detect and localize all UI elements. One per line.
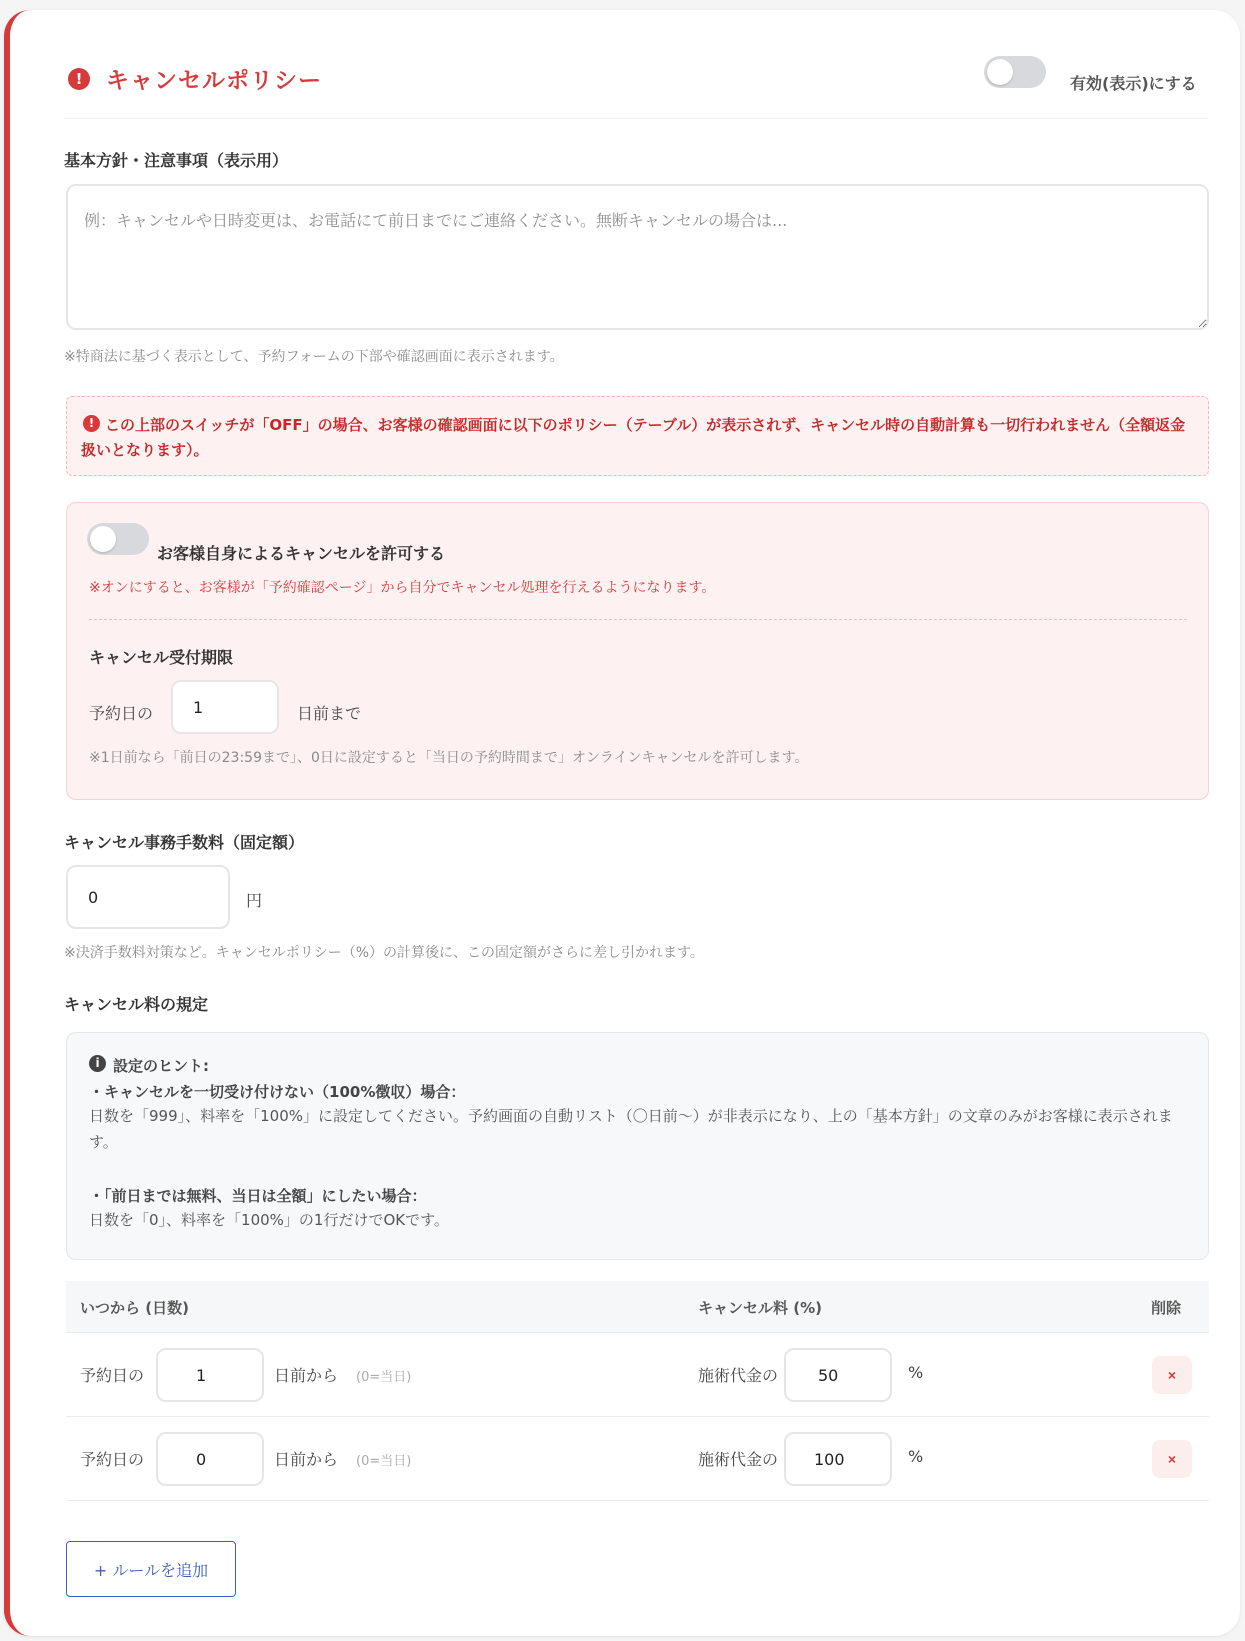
hint-case1-head: ・キャンセルを一切受け付けない（100%徴収）場合： bbox=[89, 1083, 466, 1101]
enable-display-label: 有効(表示)にする bbox=[1070, 74, 1197, 93]
cancel-policy-card bbox=[4, 10, 1240, 1636]
rule-row bbox=[66, 1333, 1209, 1417]
toggle-knob bbox=[987, 59, 1013, 85]
customer-cancel-note: ※オンにすると、お客様が「予約確認ページ」から自分でキャンセル処理を行えるようになります。 bbox=[89, 580, 716, 596]
row-days-suffix: 日前から bbox=[274, 1450, 339, 1469]
delete-rule-button[interactable]: × bbox=[1152, 1356, 1192, 1394]
row-days-note: (0=当日) bbox=[356, 1370, 412, 1385]
hint-case2-head: ・「前日までは無料、当日は全額」にしたい場合： bbox=[89, 1187, 427, 1205]
customer-cancel-toggle[interactable] bbox=[87, 523, 149, 555]
customer-cancel-divider bbox=[89, 619, 1187, 620]
hint-case2-body: 日数を「0」、料率を「100%」の1行だけでOKです。 bbox=[89, 1211, 449, 1229]
cancel-deadline-label: キャンセル受付期限 bbox=[89, 648, 234, 667]
row-rate-prefix: 施術代金の bbox=[698, 1450, 779, 1469]
info-icon: i bbox=[89, 1055, 106, 1072]
deadline-prefix: 予約日の bbox=[89, 704, 154, 723]
hint-case1-body: 日数を「999」、料率を「100%」に設定してください。予約画面の自動リスト（〇日前〜）が非表示になり、上の「基本方針」の文章のみがお客様に表示されます。 bbox=[89, 1107, 1173, 1151]
customer-cancel-label: お客様自身によるキャンセルを許可する bbox=[157, 544, 446, 563]
toggle-knob bbox=[90, 526, 116, 552]
deadline-suffix: 日前まで bbox=[297, 704, 362, 723]
rule-rate-input[interactable] bbox=[784, 1348, 892, 1402]
row-days-suffix: 日前から bbox=[274, 1366, 339, 1385]
row-rate-suffix: % bbox=[908, 1363, 924, 1382]
warning-text: この上部のスイッチが「OFF」の場合、お客様の確認画面に以下のポリシー（テーブル）が表示されず、キャンセル時の自動計算も一切行われません（全額返金扱いとなります）。 bbox=[81, 416, 1186, 459]
policy-textarea[interactable] bbox=[66, 184, 1209, 330]
col-rate: キャンセル料 (%) bbox=[698, 1299, 822, 1317]
delete-rule-button[interactable]: × bbox=[1152, 1440, 1192, 1478]
row-rate-suffix: % bbox=[908, 1447, 924, 1466]
alert-icon: ! bbox=[68, 68, 90, 90]
col-days: いつから (日数) bbox=[80, 1299, 189, 1317]
enable-display-toggle[interactable] bbox=[984, 56, 1046, 88]
policy-label: 基本方針・注意事項（表示用） bbox=[64, 151, 289, 170]
customer-cancel-box bbox=[66, 502, 1209, 800]
rules-label: キャンセル料の規定 bbox=[64, 995, 209, 1014]
row-days-note: (0=当日) bbox=[356, 1454, 412, 1469]
fee-label: キャンセル事務手数料（固定額） bbox=[64, 833, 305, 852]
policy-help: ※特商法に基づく表示として、予約フォームの下部や確認画面に表示されます。 bbox=[64, 349, 564, 365]
row-rate-prefix: 施術代金の bbox=[698, 1366, 779, 1385]
col-delete: 削除 bbox=[1151, 1299, 1182, 1317]
rules-table-header bbox=[66, 1281, 1209, 1333]
rule-days-input[interactable] bbox=[156, 1432, 264, 1486]
hint-title: 設定のヒント: bbox=[113, 1057, 209, 1075]
row-prefix: 予約日の bbox=[80, 1366, 145, 1385]
hint-box bbox=[66, 1032, 1209, 1260]
section-title: キャンセルポリシー bbox=[106, 68, 322, 94]
fee-unit: 円 bbox=[246, 891, 263, 910]
rule-rate-input[interactable] bbox=[784, 1432, 892, 1486]
warning-box bbox=[66, 396, 1209, 476]
rule-days-input[interactable] bbox=[156, 1348, 264, 1402]
fee-help: ※決済手数料対策など。キャンセルポリシー（%）の計算後に、この固定額がさらに差し引かれます。 bbox=[64, 945, 704, 961]
fee-input[interactable] bbox=[66, 865, 230, 929]
deadline-days-input[interactable] bbox=[171, 680, 279, 734]
header-divider bbox=[64, 118, 1208, 119]
add-rule-button[interactable]: + ルールを追加 bbox=[66, 1541, 236, 1597]
row-prefix: 予約日の bbox=[80, 1450, 145, 1469]
warning-icon: ! bbox=[83, 415, 100, 432]
rule-row bbox=[66, 1417, 1209, 1501]
deadline-help: ※1日前なら「前日の23:59まで」、0日に設定すると「当日の予約時間まで」オンラインキャンセルを許可します。 bbox=[89, 750, 809, 766]
